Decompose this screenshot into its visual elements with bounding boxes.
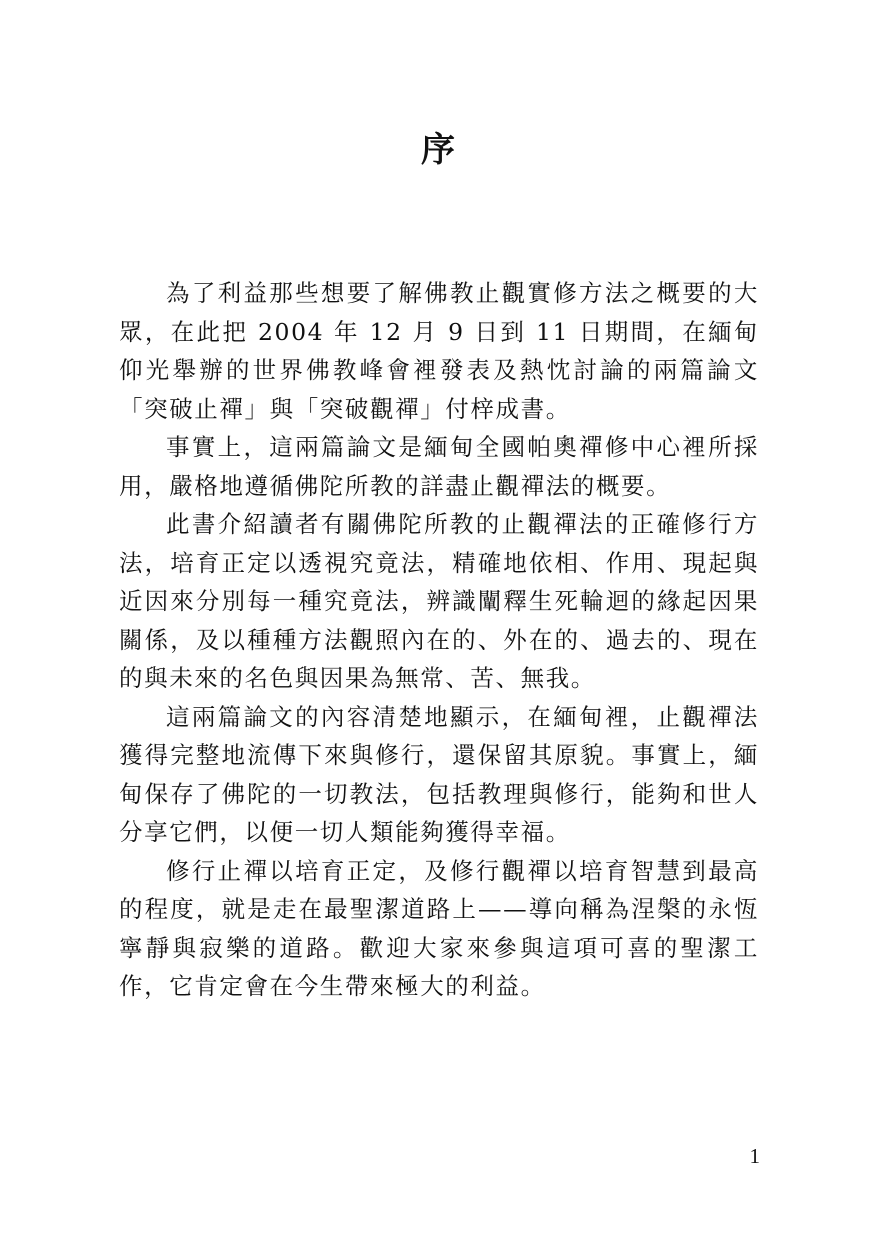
- paragraph-3: 此書介紹讀者有關佛陀所教的止觀禪法的正確修行方法，培育正定以透視究竟法，精確地依相、作用、現起與近因來分別每一種究竟法，辨識闡釋生死輪迴的緣起因果關係，及以種種方法觀照內在的、外在的、過去的、現在的與未來的名色與因果為無常、苦、無我。: [119, 510, 759, 692]
- paragraph-4: 這兩篇論文的內容清楚地顯示，在緬甸裡，止觀禪法獲得完整地流傳下來與修行，還保留其原貌。事實上，緬甸保存了佛陀的一切教法，包括教理與修行，能夠和世人分享它們，以便一切人類能夠獲得幸福。: [119, 702, 759, 846]
- paragraph-5: 修行止禪以培育正定，及修行觀禪以培育智慧到最高的程度，就是走在最聖潔道路上——導向稱為涅槃的永恆寧靜與寂樂的道路。歡迎大家來參與這項可喜的聖潔工作，它肯定會在今生帶來極大的利益。: [119, 856, 759, 1000]
- page-title: 序: [421, 130, 455, 170]
- paragraph-1: 為了利益那些想要了解佛教止觀實修方法之概要的大眾，在此把 2004 年 12 月 9 日到 11 日期間，在緬甸仰光舉辦的世界佛教峰會裡發表及熱忱討論的兩篇論文「突破止禪」與「突破觀禪」付梓成書。: [119, 279, 759, 423]
- paragraph-2: 事實上，這兩篇論文是緬甸全國帕奧禪修中心裡所採用，嚴格地遵循佛陀所教的詳盡止觀禪法的概要。: [119, 433, 759, 500]
- body-text: [119, 274, 759, 1006]
- page-number: 1: [749, 1144, 760, 1168]
